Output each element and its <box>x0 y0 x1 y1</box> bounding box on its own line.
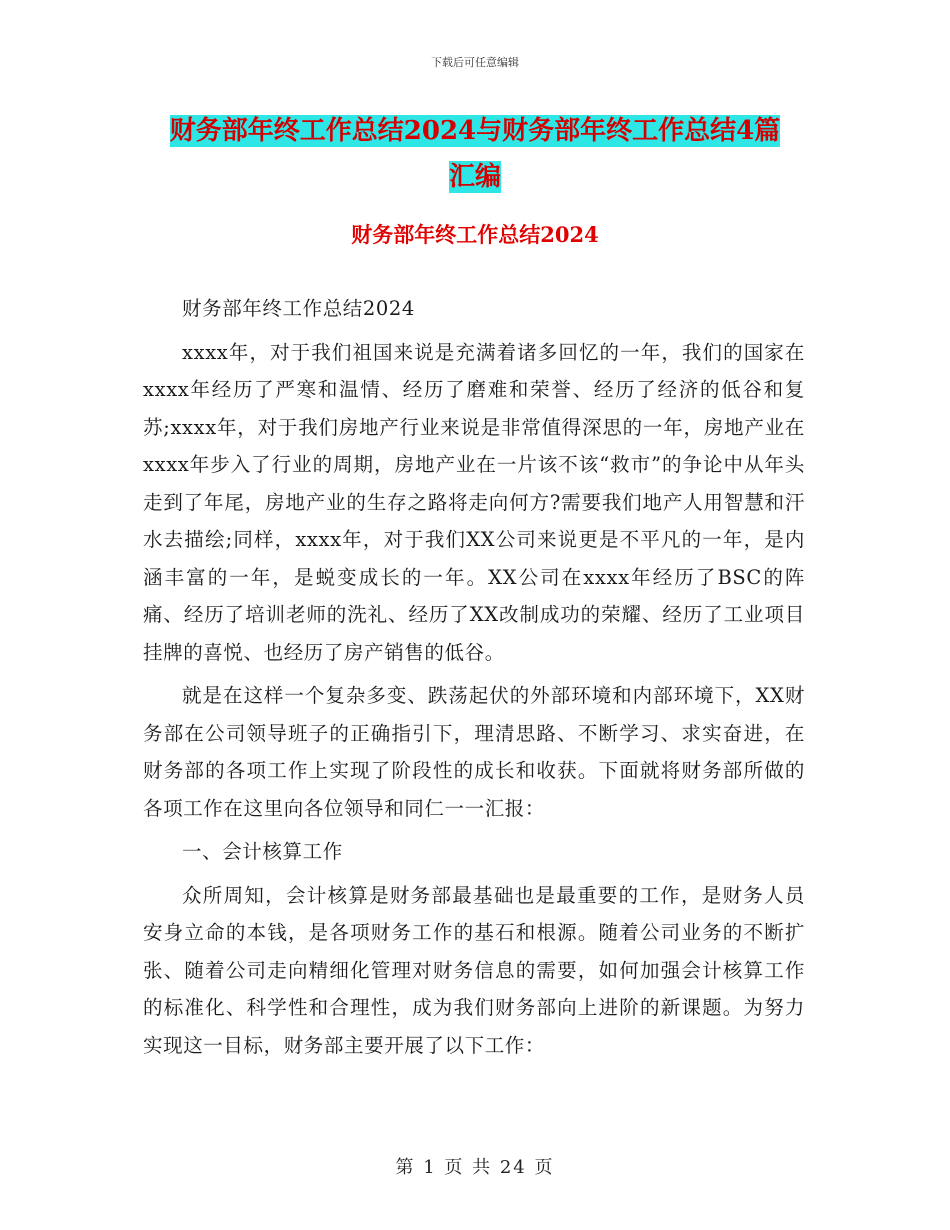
document-title-line2: 汇编 <box>448 162 501 192</box>
section-title: 财务部年终工作总结2024 <box>351 222 599 247</box>
page-footer: 第 1 页 共 24 页 <box>395 1157 555 1178</box>
body-paragraph: 就是在这样一个复杂多变、跌荡起伏的外部环境和内部环境下，XX财务部在公司领导班子的正确指引下，理清思路、不断学习、求实奋进，在财务部的各项工作上实现了阶段性的成长和收获。下面就将财务部所做的各项工作在这里向各位领导和同仁一一汇报： <box>143 684 805 820</box>
header-note: 下载后可任意编辑 <box>431 56 519 69</box>
document-title <box>140 108 810 200</box>
body-paragraph: 财务部年终工作总结2024 <box>182 297 415 320</box>
document-title-line1: 财务部年终工作总结2024与财务部年终工作总结4篇 <box>169 116 781 146</box>
section-heading: 一、会计核算工作 <box>182 840 343 863</box>
body-paragraph: 众所周知，会计核算是财务部最基础也是最重要的工作，是财务人员安身立命的本钱，是各项财务工作的基石和根源。随着公司业务的不断扩张、随着公司走向精细化管理对财务信息的需要，如何加强会计核算工作的标准化、科学性和合理性，成为我们财务部向上进阶的新课题。为努力实现这一目标，财务部主要开展了以下工作： <box>143 883 805 1057</box>
document-body <box>143 290 805 1064</box>
body-paragraph: xxxx年，对于我们祖国来说是充满着诸多回忆的一年，我们的国家在xxxx年经历了严寒和温情、经历了磨难和荣誉、经历了经济的低谷和复苏;xxxx年，对于我们房地产行业来说是非常值得深思的一年，房地产业在xxxx年步入了行业的周期，房地产业在一片该不该“救市”的争论中从年头走到了年尾，房地产业的生存之路将走向何方?需要我们地产人用智慧和汗水去描绘;同样，xxxx年，对于我们XX公司来说更是不平凡的一年，是内涵丰富的一年，是蜕变成长的一年。XX公司在xxxx年经历了BSC的阵痛、经历了培训老师的洗礼、经历了XX改制成功的荣耀、经历了工业项目挂牌的喜悦、也经历了房产销售的低谷。 <box>143 340 805 664</box>
